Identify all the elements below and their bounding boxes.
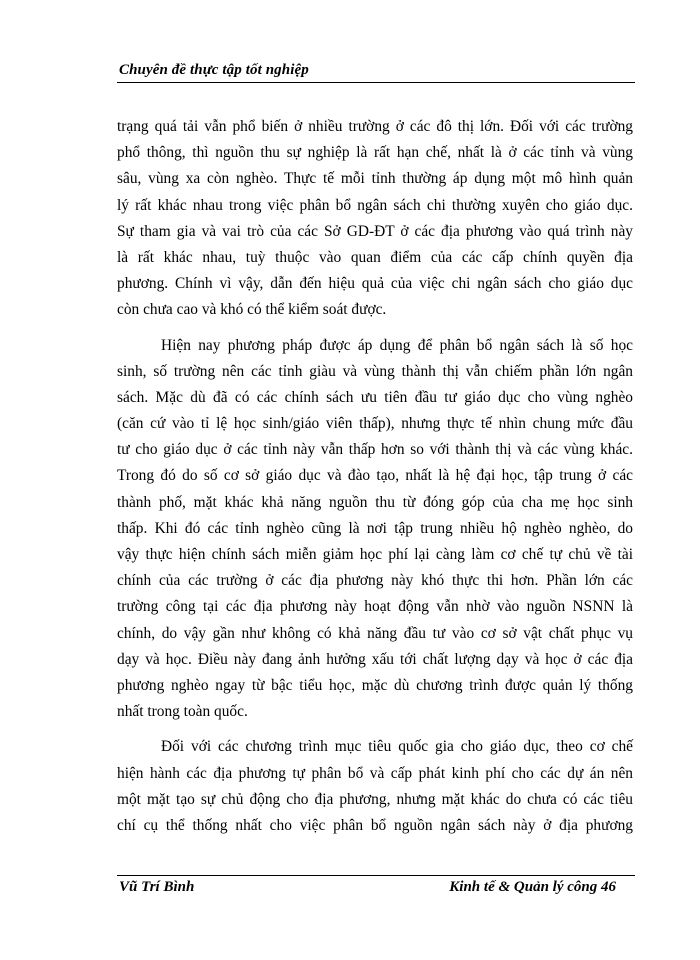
text-line: thấp. Khi đó các tỉnh nghèo cũng là nơi tập trung nhiều hộ nghèo nghèo, do (117, 519, 633, 537)
text-line: Sự tham gia và vai trò của các Sở GD-ĐT ở các địa phương vào quá trình này (117, 222, 633, 240)
footer-divider (117, 875, 635, 876)
text-line: phương nghèo ngay từ bậc tiểu học, mặc dù chương trình được quản lý thống (117, 676, 633, 694)
footer-course-page: Kinh tế & Quản lý công 46 (449, 879, 616, 895)
text-line: chính, do vậy gần như không có khả năng đầu tư vào cơ sở vật chất phục vụ (117, 624, 633, 642)
text-line: dạy và học. Điều này đang ảnh hưởng xấu tới chất lượng dạy và học ở các địa (117, 650, 633, 668)
text-line: tư cho giáo dục ở các tỉnh này vẫn thấp hơn so với thành thị và các vùng khác. (117, 441, 633, 459)
text-line: một mặt tạo sự chủ động cho địa phương, nhưng mặt khác do chưa có các tiêu (117, 790, 633, 808)
text-line: sâu, vùng xa còn nghèo. Thực tế mỗi tỉnh thường áp dụng một mô hình quản (117, 170, 633, 188)
text-line: phương. Chính vì vậy, dẫn đến hiệu quả của việc chi ngân sách cho giáo dục (117, 275, 633, 293)
paragraph (117, 114, 633, 324)
text-line: chính của các trường ở các địa phương này khó thực thi hơn. Phần lớn các (117, 572, 633, 590)
page-header-title: Chuyên đề thực tập tốt nghiệp (119, 62, 309, 78)
footer-author: Vũ Trí Bình (119, 879, 195, 895)
paragraph (117, 734, 633, 839)
text-line: nhất trong toàn quốc. (117, 703, 248, 721)
header-divider (117, 82, 635, 83)
text-line: còn chưa cao và khó có thể kiểm soát được. (117, 301, 387, 319)
text-line: (căn cứ vào tỉ lệ học sinh/giáo viên thấp), nhưng thực tế nhìn chung mức đầu (117, 415, 633, 433)
text-line: vậy thực hiện chính sách miễn giảm học phí lại càng làm cơ chế tự chủ về tài (117, 546, 633, 563)
text-line: là rất khác nhau, tuỳ thuộc vào quan điểm của các cấp chính quyền địa (117, 248, 633, 266)
text-line: phổ thông, thì nguồn thu sự nghiệp là rất hạn chế, nhất là ở các tỉnh và vùng (117, 144, 633, 162)
document-body (117, 114, 633, 839)
text-line: sách. Mặc dù đã có các chính sách ưu tiên đầu tư giáo dục cho vùng nghèo (117, 388, 633, 406)
text-line: Trong đó do số cơ sở giáo dục và đào tạo, nhất là hệ đại học, tập trung ở các (117, 467, 633, 485)
text-line: trường công tại các địa phương này hoạt động vẫn nhờ vào nguồn NSNN là (117, 598, 633, 616)
text-line: lý rất khác nhau trong việc phân bổ ngân sách chi thường xuyên cho giáo dục. (117, 196, 633, 214)
text-line: Hiện nay phương pháp được áp dụng để phân bổ ngân sách là số học (161, 336, 633, 354)
text-line: chí cụ thể thống nhất cho việc phân bổ nguồn ngân sách này ở địa phương (117, 816, 633, 834)
text-line: sinh, số trường nên các tỉnh giàu và vùng thành thị vẫn chiếm phần lớn ngân (117, 362, 633, 380)
text-line: trạng quá tải vẫn phổ biến ở nhiều trường ở các đô thị lớn. Đối với các trường (117, 118, 633, 135)
text-line: hiện hành các địa phương tự phân bổ và cấp phát kinh phí cho các dự án nên (117, 764, 633, 782)
paragraph (117, 333, 633, 726)
text-line: thành phố, mặt khác khả năng nguồn thu từ đóng góp của cha mẹ học sinh (117, 493, 633, 511)
text-line: Đối với các chương trình mục tiêu quốc gia cho giáo dục, theo cơ chế (161, 738, 633, 756)
